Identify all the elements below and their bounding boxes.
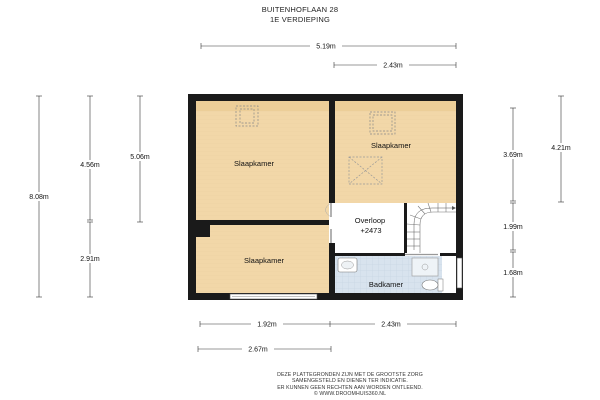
- dim-right-upper: 3.69m: [503, 152, 523, 159]
- dim-top-right: 2.43m: [383, 62, 403, 70]
- dim-bottom-lower: 2.67m: [248, 346, 268, 354]
- address-title: BUITENHOFLAAN 28: [261, 5, 339, 14]
- disclaimer-line: © WWW.DROOMHUIS360.NL: [313, 390, 387, 397]
- bath-sink: [338, 258, 357, 272]
- room-label-overloop-level: +2473: [360, 226, 382, 235]
- bedroom-2-slope: [335, 101, 456, 111]
- dim-left-upper: 4.56m: [80, 162, 100, 169]
- staircase: [407, 203, 456, 253]
- dim-left-total: 8.08m: [29, 194, 49, 201]
- bedroom-2-floor: [335, 101, 456, 203]
- floor-title: 1E VERDIEPING: [269, 15, 331, 24]
- dim-right-middle: 1.99m: [503, 224, 523, 231]
- dim-right-total-upper: 4.21m: [551, 145, 571, 152]
- dim-left-lower: 2.91m: [80, 256, 100, 263]
- disclaimer: [240, 372, 460, 397]
- dim-bottom-left: 1.92m: [257, 321, 277, 329]
- bath-toilet: [422, 279, 443, 291]
- disclaimer-line: ER KUNNEN GEEN RECHTEN AAN WORDEN ONTLEEND.: [277, 384, 423, 391]
- room-label-slaapkamer-3: Slaapkamer: [243, 256, 285, 265]
- room-label-slaapkamer-1: Slaapkamer: [233, 159, 275, 168]
- dim-right-lower: 1.68m: [503, 270, 523, 277]
- door-bedroom-3[interactable]: [329, 229, 335, 243]
- room-label-badkamer: Badkamer: [368, 280, 404, 289]
- disclaimer-line: SAMENGESTELD EN DIENEN TER INDICATIE.: [292, 378, 408, 385]
- room-label-slaapkamer-2: Slaapkamer: [370, 141, 412, 150]
- disclaimer-line: DEZE PLATTEGRONDEN ZIJN MET DE GROOTSTE ZORG: [277, 372, 423, 378]
- bath-shower: [412, 258, 438, 276]
- dim-bottom-right: 2.43m: [381, 321, 401, 329]
- dim-top-total: 5.19m: [316, 43, 336, 51]
- door-bathroom[interactable]: [405, 253, 440, 256]
- bedroom-1-slope: [196, 101, 329, 111]
- room-label-overloop: Overloop: [354, 216, 386, 225]
- window-right: [457, 258, 462, 288]
- dim-left-upper-inner: 5.06m: [130, 154, 150, 161]
